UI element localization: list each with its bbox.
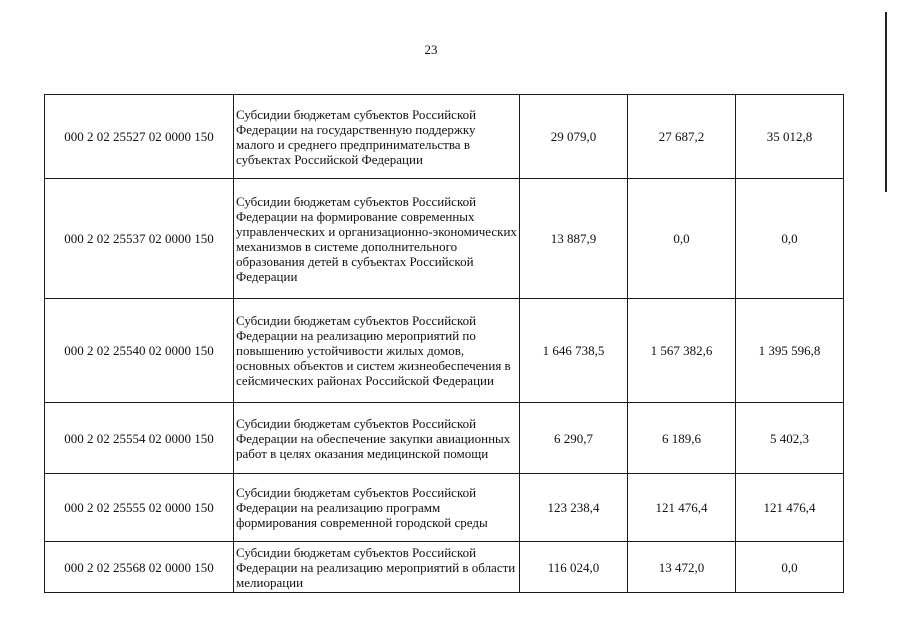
amount-year-2-cell: 6 189,6 <box>628 403 736 474</box>
amount-year-3-cell: 35 012,8 <box>736 95 844 179</box>
amount-year-3-cell: 121 476,4 <box>736 474 844 542</box>
amount-year-1-cell: 6 290,7 <box>520 403 628 474</box>
amount-year-1-cell: 29 079,0 <box>520 95 628 179</box>
description-cell: Субсидии бюджетам субъектов Российской Федерации на формирование современных управленческих и организационно-экономических механизмов в системе дополнительного образования детей в субъектах Российской Федерации <box>234 179 520 299</box>
description-cell: Субсидии бюджетам субъектов Российской Федерации на обеспечение закупки авиационных работ в целях оказания медицинской помощи <box>234 403 520 474</box>
budget-code-cell: 000 2 02 25537 02 0000 150 <box>45 179 234 299</box>
amount-year-2-cell: 27 687,2 <box>628 95 736 179</box>
table-row <box>45 542 844 593</box>
budget-code-cell: 000 2 02 25555 02 0000 150 <box>45 474 234 542</box>
description-cell: Субсидии бюджетам субъектов Российской Федерации на реализацию мероприятий в области мелиорации <box>234 542 520 593</box>
amount-year-3-cell: 5 402,3 <box>736 403 844 474</box>
table-row <box>45 474 844 542</box>
budget-table <box>44 94 844 593</box>
amount-year-3-cell: 0,0 <box>736 542 844 593</box>
amount-year-2-cell: 0,0 <box>628 179 736 299</box>
budget-code-cell: 000 2 02 25554 02 0000 150 <box>45 403 234 474</box>
table-row <box>45 95 844 179</box>
amount-year-1-cell: 1 646 738,5 <box>520 299 628 403</box>
amount-year-2-cell: 13 472,0 <box>628 542 736 593</box>
description-cell: Субсидии бюджетам субъектов Российской Федерации на реализацию мероприятий по повышению устойчивости жилых домов, основных объектов и систем жизнеобеспечения в сейсмических районах Российской Федерации <box>234 299 520 403</box>
scan-edge-line <box>885 12 887 192</box>
amount-year-3-cell: 0,0 <box>736 179 844 299</box>
amount-year-2-cell: 121 476,4 <box>628 474 736 542</box>
table-row <box>45 403 844 474</box>
amount-year-1-cell: 123 238,4 <box>520 474 628 542</box>
amount-year-2-cell: 1 567 382,6 <box>628 299 736 403</box>
budget-code-cell: 000 2 02 25540 02 0000 150 <box>45 299 234 403</box>
table-row <box>45 179 844 299</box>
table-row <box>45 299 844 403</box>
page-number: 23 <box>424 42 438 57</box>
amount-year-1-cell: 116 024,0 <box>520 542 628 593</box>
amount-year-1-cell: 13 887,9 <box>520 179 628 299</box>
description-cell: Субсидии бюджетам субъектов Российской Федерации на государственную поддержку малого и среднего предпринимательства в субъектах Российской Федерации <box>234 95 520 179</box>
description-cell: Субсидии бюджетам субъектов Российской Федерации на реализацию программ формирования современной городской среды <box>234 474 520 542</box>
budget-code-cell: 000 2 02 25527 02 0000 150 <box>45 95 234 179</box>
budget-code-cell: 000 2 02 25568 02 0000 150 <box>45 542 234 593</box>
amount-year-3-cell: 1 395 596,8 <box>736 299 844 403</box>
